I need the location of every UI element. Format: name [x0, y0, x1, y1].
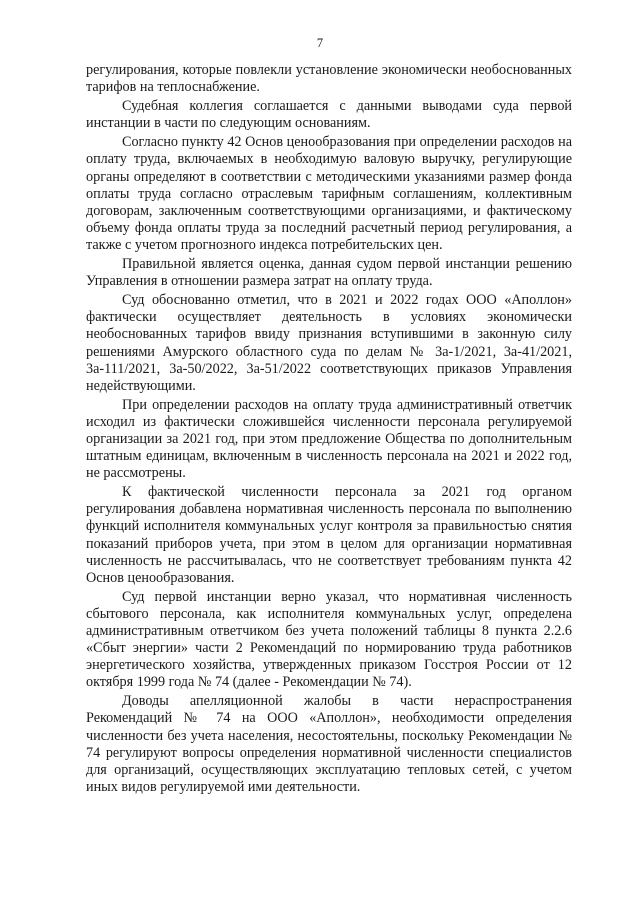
paragraph: Правильной является оценка, данная судом первой инстанции решению Управления в отношении размера затрат на оплату труда.	[86, 256, 572, 290]
paragraph-continuation: регулирования, которые повлекли установление экономически необоснованных тарифов на теплоснабжение.	[86, 62, 572, 96]
paragraph: Суд первой инстанции верно указал, что нормативная численность сбытового персонала, как исполнителя коммунальных услуг, определена административным ответчиком без учета положений таблицы 8 пункта 2.2.6 «Сбыт энергии» части 2 Рекомендаций по нормированию труда работников энергетического хозяйства, утвержденных приказом Госстроя России от 12 октября 1999 года № 74 (далее - Рекомендации № 74).	[86, 588, 572, 691]
page-number: 7	[316, 36, 324, 50]
paragraph: Доводы апелляционной жалобы в части нераспространения Рекомендаций № 74 на ООО «Аполлон», необходимости определения численности без учета населения, несостоятельны, поскольку Рекомендации № 74 регулируют вопросы определения нормативной численности специалистов для организаций, осуществляющих эксплуатацию тепловых сетей, с учетом иных видов регулируемой ими деятельности.	[86, 693, 572, 795]
paragraph: При определении расходов на оплату труда административный ответчик исходил из фактически сложившейся численности персонала регулируемой организации за 2021 год, при этом предложение Общества по дополнительным штатным единицам, включенным в численность персонала на 2021 и 2022 год, не рассмотрены.	[86, 396, 572, 482]
paragraph: Согласно пункту 42 Основ ценообразования при определении расходов на оплату труда, включаемых в необходимую валовую выручку, регулирующие органы определяют в соответствии с методическими указаниями размер фонда оплаты труда согласно отраслевым тарифным соглашениям, коллективным договорам, заключенным соответствующими организациями, и фактическому объему фонда оплаты труда за последний расчетный период регулирования, а также с учетом прогнозного индекса потребительских цен.	[86, 134, 572, 253]
paragraph: Судебная коллегия соглашается с данными выводами суда первой инстанции в части по следующим основаниям.	[86, 98, 572, 132]
paragraph: Суд обоснованно отметил, что в 2021 и 2022 годах ООО «Аполлон» фактически осуществляет деятельность в условиях экономически необоснованных тарифов ввиду признания вступившими в законную силу решениями Амурского областного суда по делам № 3а-1/2021, 3а-41/2021, 3а-111/2021, 3а-50/2022, 3а-51/2022 соответствующих приказов Управления недействующими.	[86, 292, 572, 394]
document-body	[86, 62, 572, 796]
paragraph: К фактической численности персонала за 2021 год органом регулирования добавлена нормативная численность персонала по выполнению функций исполнителя коммунальных услуг контроля за правильностью снятия показаний приборов учета, при этом в целом для организации нормативная численность не рассчитывалась, что не соответствует требованиям пункта 42 Основ ценообразования.	[86, 484, 572, 586]
